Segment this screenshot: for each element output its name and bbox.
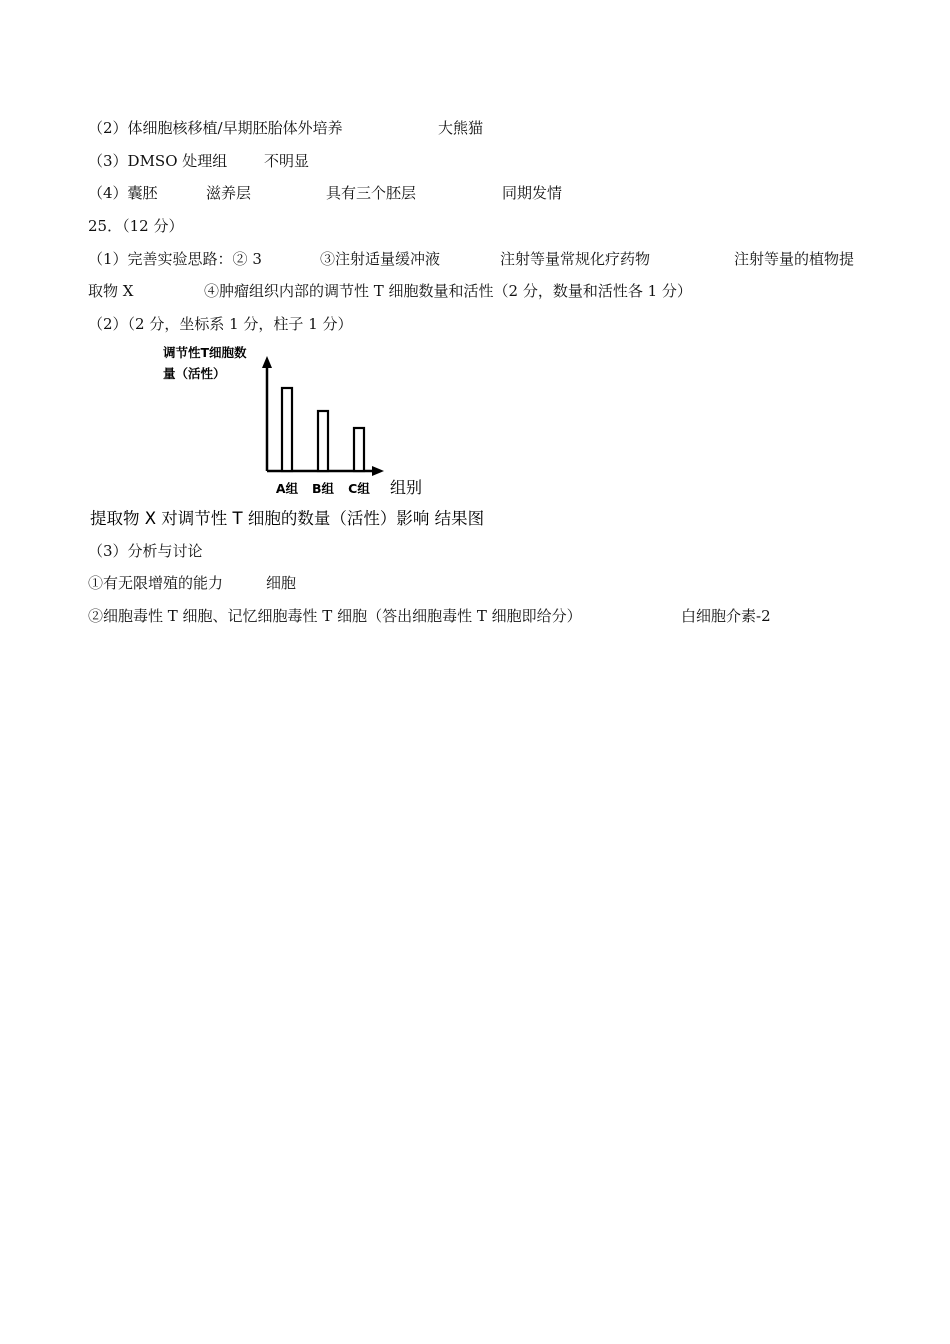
answer-text: （2）（2 分，坐标系 1 分，柱子 1 分） [88,315,353,333]
bar-chart-svg [88,338,538,538]
bar-2 [318,411,328,471]
y-axis-label-line1: 调节性T细胞数 [163,345,247,360]
bar-chart [88,338,538,538]
answer-text: 白细胞介素-2 [681,607,771,625]
x-tick-labels [276,481,370,496]
answer-text: 具有三个胚层 [326,184,417,202]
y-axis-label-line2: 量（活性） [163,366,226,381]
answer-text: 注射等量的植物提 [734,250,855,268]
bar-1 [282,388,292,471]
x-tick-label: B组 [311,481,335,496]
answer-text: 大熊猫 [438,119,484,137]
answer-text: （1）完善实验思路：② 3 [88,250,262,268]
answer-text: 不明显 [264,152,310,170]
answer-text: 取物 X [88,282,134,300]
x-axis-label: 组别 [390,478,423,497]
answer-text: 滋养层 [206,184,252,202]
answer-text: 注射等量常规化疗药物 [500,250,651,268]
answer-text: 细胞 [266,574,297,592]
bars-group [282,388,364,471]
x-tick-label: C组 [348,481,370,496]
answer-text: ③注射适量缓冲液 [320,250,441,268]
bar-3 [354,428,364,471]
answer-text: （3）DMSO 处理组 [88,152,228,170]
answer-text: ②细胞毒性 T 细胞、记忆细胞毒性 T 细胞（答出细胞毒性 T 细胞即给分） [88,607,582,625]
answer-text: ④肿瘤组织内部的调节性 T 细胞数量和活性（2 分，数量和活性各 1 分） [204,282,692,300]
x-axis-arrow [372,466,384,476]
answer-text: （4）囊胚 [88,184,158,202]
answer-text: ①有无限增殖的能力 [88,574,224,592]
answer-text: （3）分析与讨论 [88,542,203,560]
y-axis-arrow [262,356,272,368]
chart-caption: 提取物 X 对调节性 T 细胞的数量（活性）影响 结果图 [90,509,485,528]
question-number: 25．（12 分） [88,217,184,235]
answer-text: 同期发情 [502,184,563,202]
answer-text: （2）体细胞核移植/早期胚胎体外培养 [88,119,343,137]
x-tick-label: A组 [275,481,299,496]
